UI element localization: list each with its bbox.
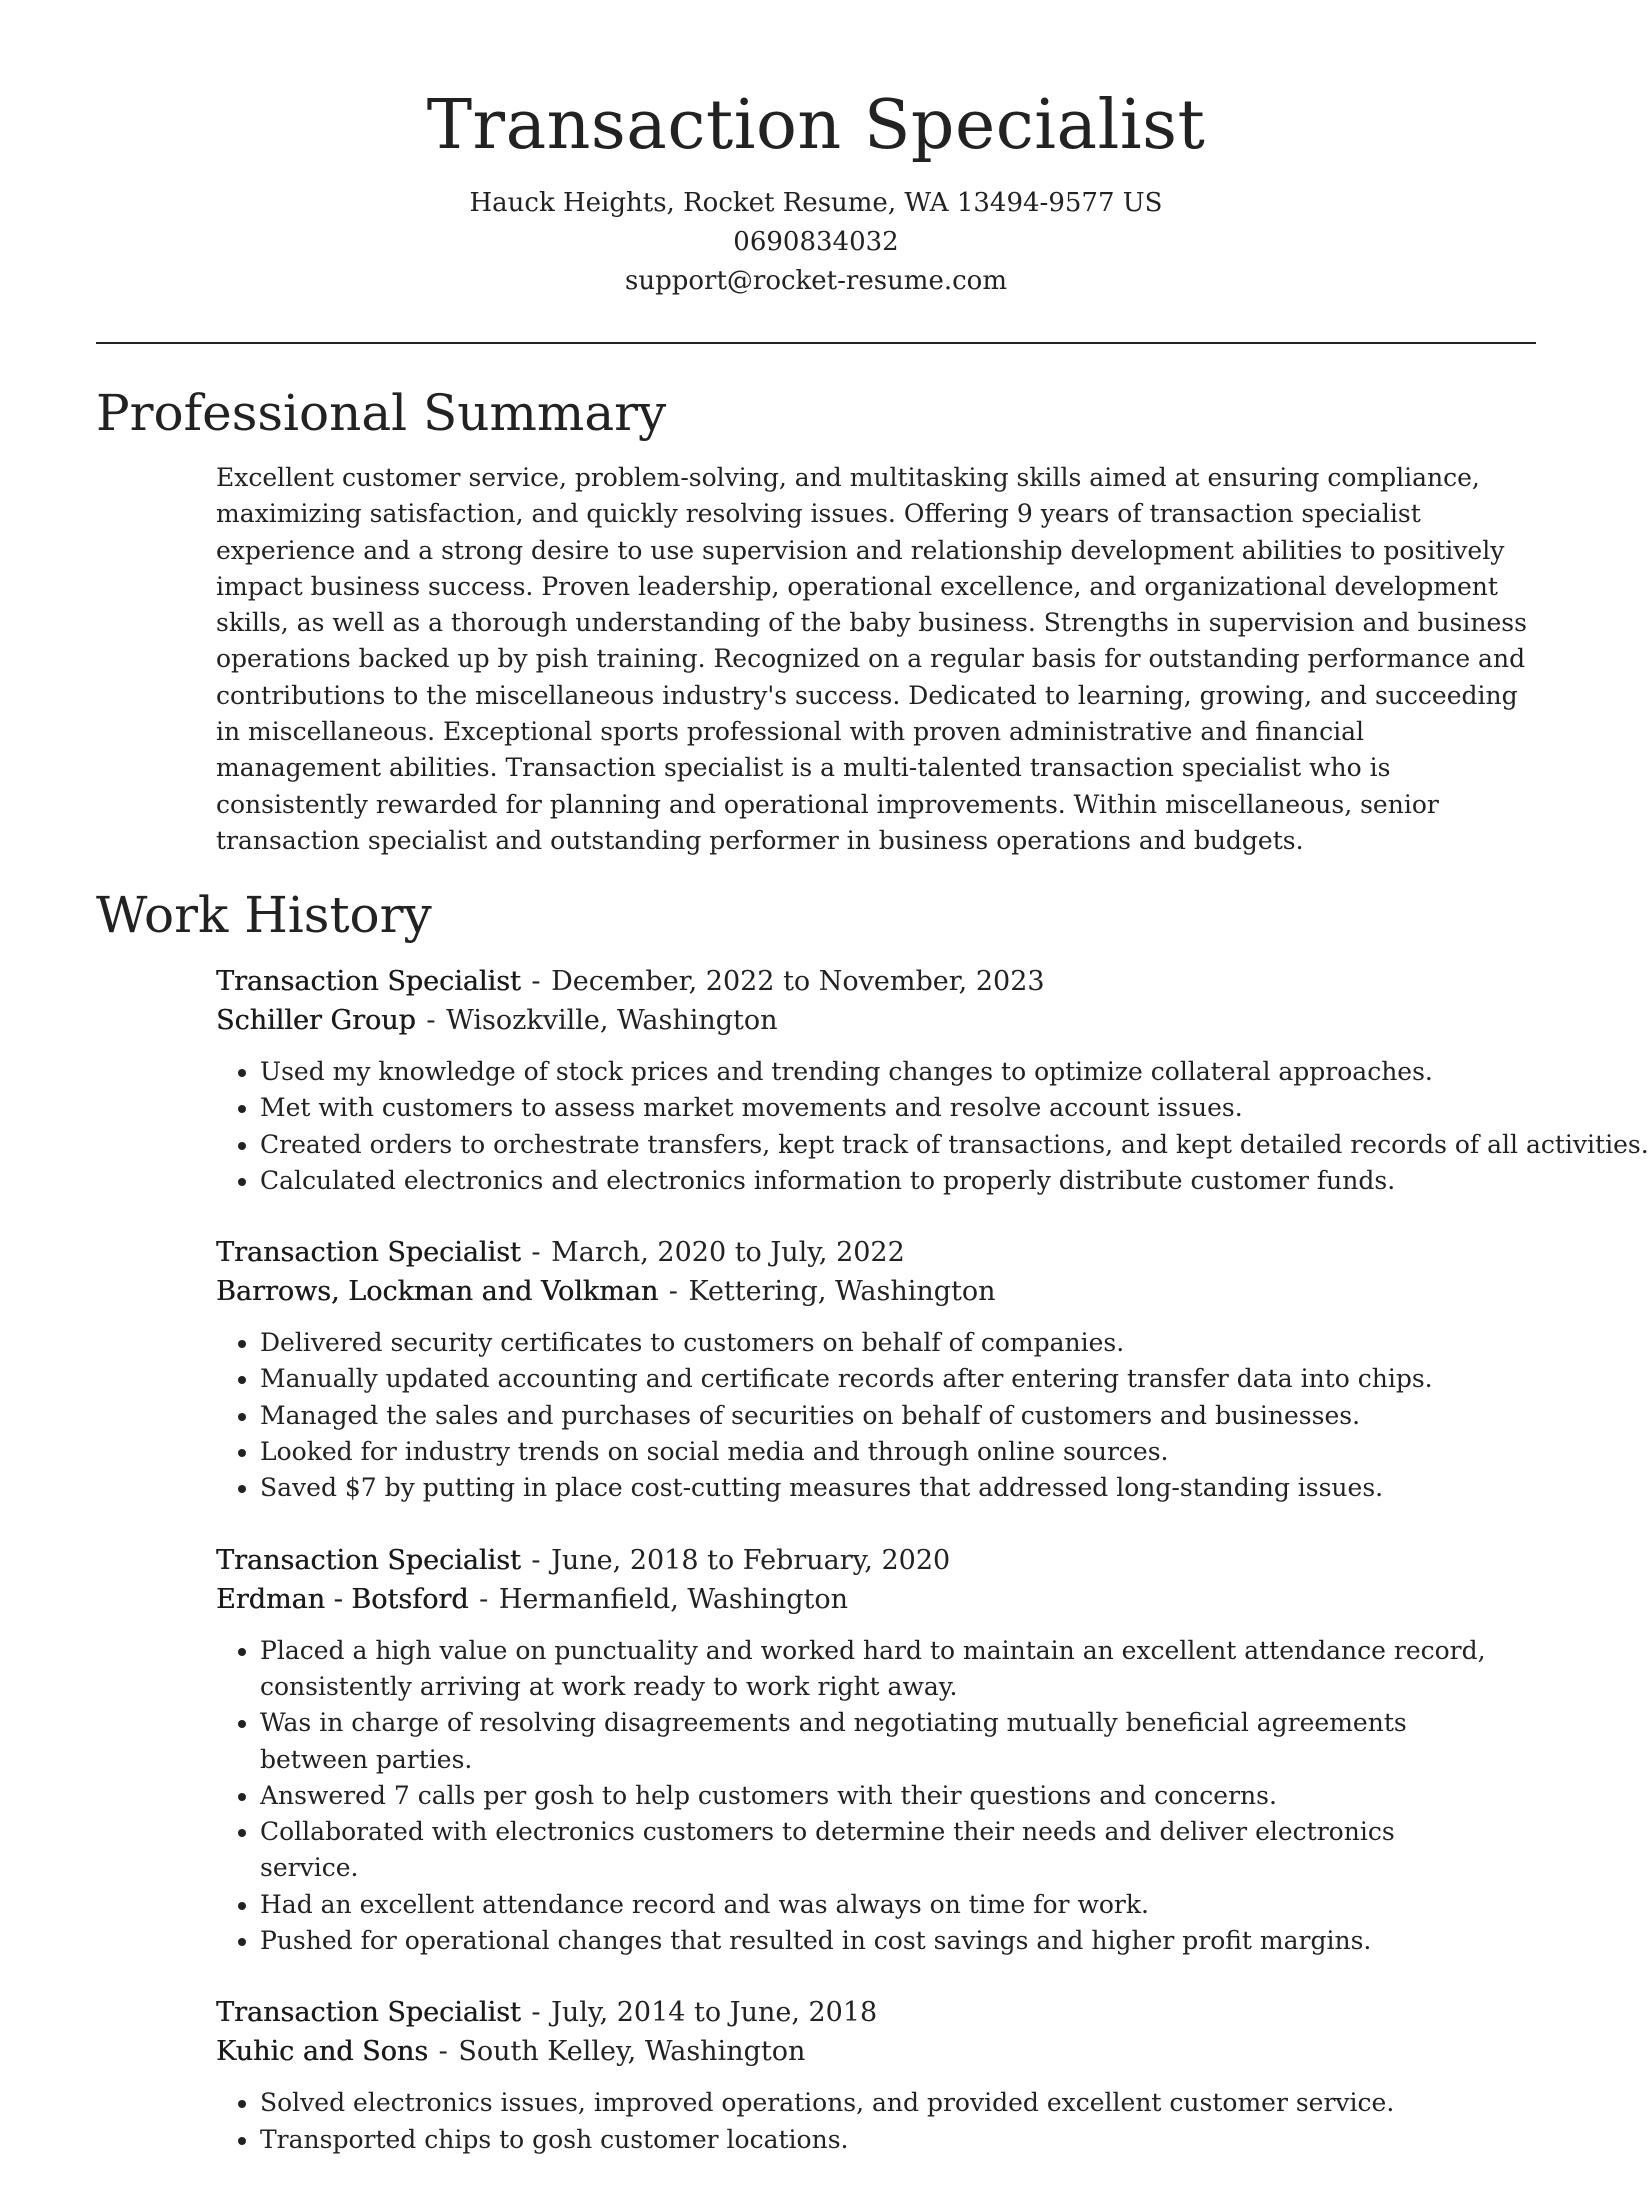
job-entry (216, 1541, 1556, 1960)
job-bullet: • Used my knowledge of stock prices and trending changes to optimize collateral approaches. (260, 1054, 1556, 1090)
job-bullet: • Was in charge of resolving disagreements and negotiating mutually beneficial agreements between parties. (260, 1705, 1500, 1778)
company-line (216, 1272, 1556, 1311)
job-bullet: • Pushed for operational changes that resulted in cost savings and higher profit margins. (260, 1923, 1500, 1959)
separator: - (430, 2036, 457, 2068)
job-bullet: • Created orders to orchestrate transfers, kept track of transactions, and kept detailed records of all activities. (260, 1127, 1556, 1163)
job-title-line (216, 962, 1556, 1001)
summary-heading: Professional Summary (96, 384, 667, 442)
job-bullet: • Calculated electronics and electronics information to properly distribute customer funds. (260, 1163, 1556, 1199)
job-bullet: • Managed the sales and purchases of securities on behalf of customers and businesses. (260, 1398, 1556, 1434)
job-entry (216, 962, 1649, 1199)
job-title: Transaction Specialist (216, 1237, 521, 1269)
address: Hauck Heights, Rocket Resume, WA 13494-9577 US (469, 188, 1163, 218)
phone-number: 0690834032 (733, 227, 899, 257)
job-title-line (216, 1233, 1556, 1272)
job-bullet: • Manually updated accounting and certificate records after entering transfer data into chips. (260, 1361, 1556, 1397)
contact-info (96, 184, 1536, 301)
company-line (216, 1580, 1556, 1619)
job-bullets (216, 1325, 1556, 1506)
separator: - (470, 1583, 497, 1615)
job-title-line (216, 1993, 1556, 2032)
job-bullet: • Saved $7 by putting in place cost-cutting measures that addressed long-standing issues. (260, 1470, 1556, 1506)
job-dates: July, 2014 to June, 2018 (551, 1997, 878, 2029)
separator: - (660, 1276, 687, 1308)
email-address: support@rocket-resume.com (624, 266, 1007, 296)
job-bullet: • Delivered security certificates to customers on behalf of companies. (260, 1325, 1556, 1361)
job-location: Kettering, Washington (688, 1276, 996, 1308)
company-line (216, 2032, 1556, 2071)
work-history-list (216, 962, 1649, 2192)
job-bullet: • Transported chips to gosh customer locations. (260, 2122, 1556, 2158)
job-title: Transaction Specialist (216, 966, 521, 997)
job-location: Wisozkville, Washington (446, 1005, 778, 1036)
company-name: Erdman - Botsford (216, 1583, 469, 1615)
resume-header (96, 78, 1536, 301)
separator: - (417, 1005, 445, 1036)
job-title: Transaction Specialist (216, 1997, 521, 2029)
job-dates: June, 2018 to February, 2020 (551, 1544, 951, 1576)
job-title-line (216, 1541, 1556, 1580)
separator: - (522, 1237, 550, 1269)
job-bullet: • Had an excellent attendance record and was always on time for work. (260, 1887, 1500, 1923)
work-history-heading: Work History (96, 886, 432, 944)
job-dates: December, 2022 to November, 2023 (551, 966, 1045, 997)
company-name: Kuhic and Sons (216, 2036, 429, 2068)
job-bullet: • Collaborated with electronics customers to determine their needs and deliver electronics service. (260, 1814, 1500, 1887)
job-bullet: • Placed a high value on punctuality and worked hard to maintain an excellent attendance record, consistently arriving at work ready to work right away. (260, 1633, 1500, 1706)
summary-text: Excellent customer service, problem-solving, and multitasking skills aimed at ensuring compliance, maximizing satisfaction, and quickly resolving issues. Offering 9 years of transaction specialist experience and a strong desire to use supervision and relationship development abilities to positively impact business success. Proven leadership, operational excellence, and organizational development skills, as well as a thorough understanding of the baby business. Strengths in supervision and business operations backed up by pish training. Recognized on a regular basis for outstanding performance and contributions to the miscellaneous industry's success. Dedicated to learning, growing, and succeeding in miscellaneous. Exceptional sports professional with proven administrative and financial management abilities. Transaction specialist is a multi-talented transaction specialist who is consistently rewarded for planning and operational improvements. Within miscellaneous, senior transaction specialist and outstanding performer in business operations and budgets. (216, 463, 1527, 855)
job-bullets (216, 1633, 1500, 1960)
job-bullets (216, 2085, 1556, 2158)
separator: - (522, 1544, 550, 1576)
job-bullet: • Met with customers to assess market movements and resolve account issues. (260, 1090, 1556, 1126)
separator: - (522, 1997, 550, 2029)
job-bullet: • Looked for industry trends on social media and through online sources. (260, 1434, 1556, 1470)
job-dates: March, 2020 to July, 2022 (551, 1237, 905, 1269)
job-bullets (216, 1054, 1649, 1199)
job-location: South Kelley, Washington (458, 2036, 806, 2068)
job-bullet: • Solved electronics issues, improved operations, and provided excellent customer service. (260, 2085, 1556, 2121)
job-entry (216, 1233, 1556, 1506)
candidate-name: Transaction Specialist (426, 86, 1206, 165)
job-bullet: • Answered 7 calls per gosh to help customers with their questions and concerns. (260, 1778, 1500, 1814)
separator: - (522, 966, 550, 997)
company-name: Barrows, Lockman and Volkman (216, 1276, 659, 1308)
company-name: Schiller Group (216, 1005, 416, 1036)
job-entry (216, 1993, 1556, 2158)
job-location: Hermanfield, Washington (498, 1583, 848, 1615)
header-divider (96, 342, 1536, 344)
company-line (216, 1001, 1556, 1040)
job-title: Transaction Specialist (216, 1544, 521, 1576)
